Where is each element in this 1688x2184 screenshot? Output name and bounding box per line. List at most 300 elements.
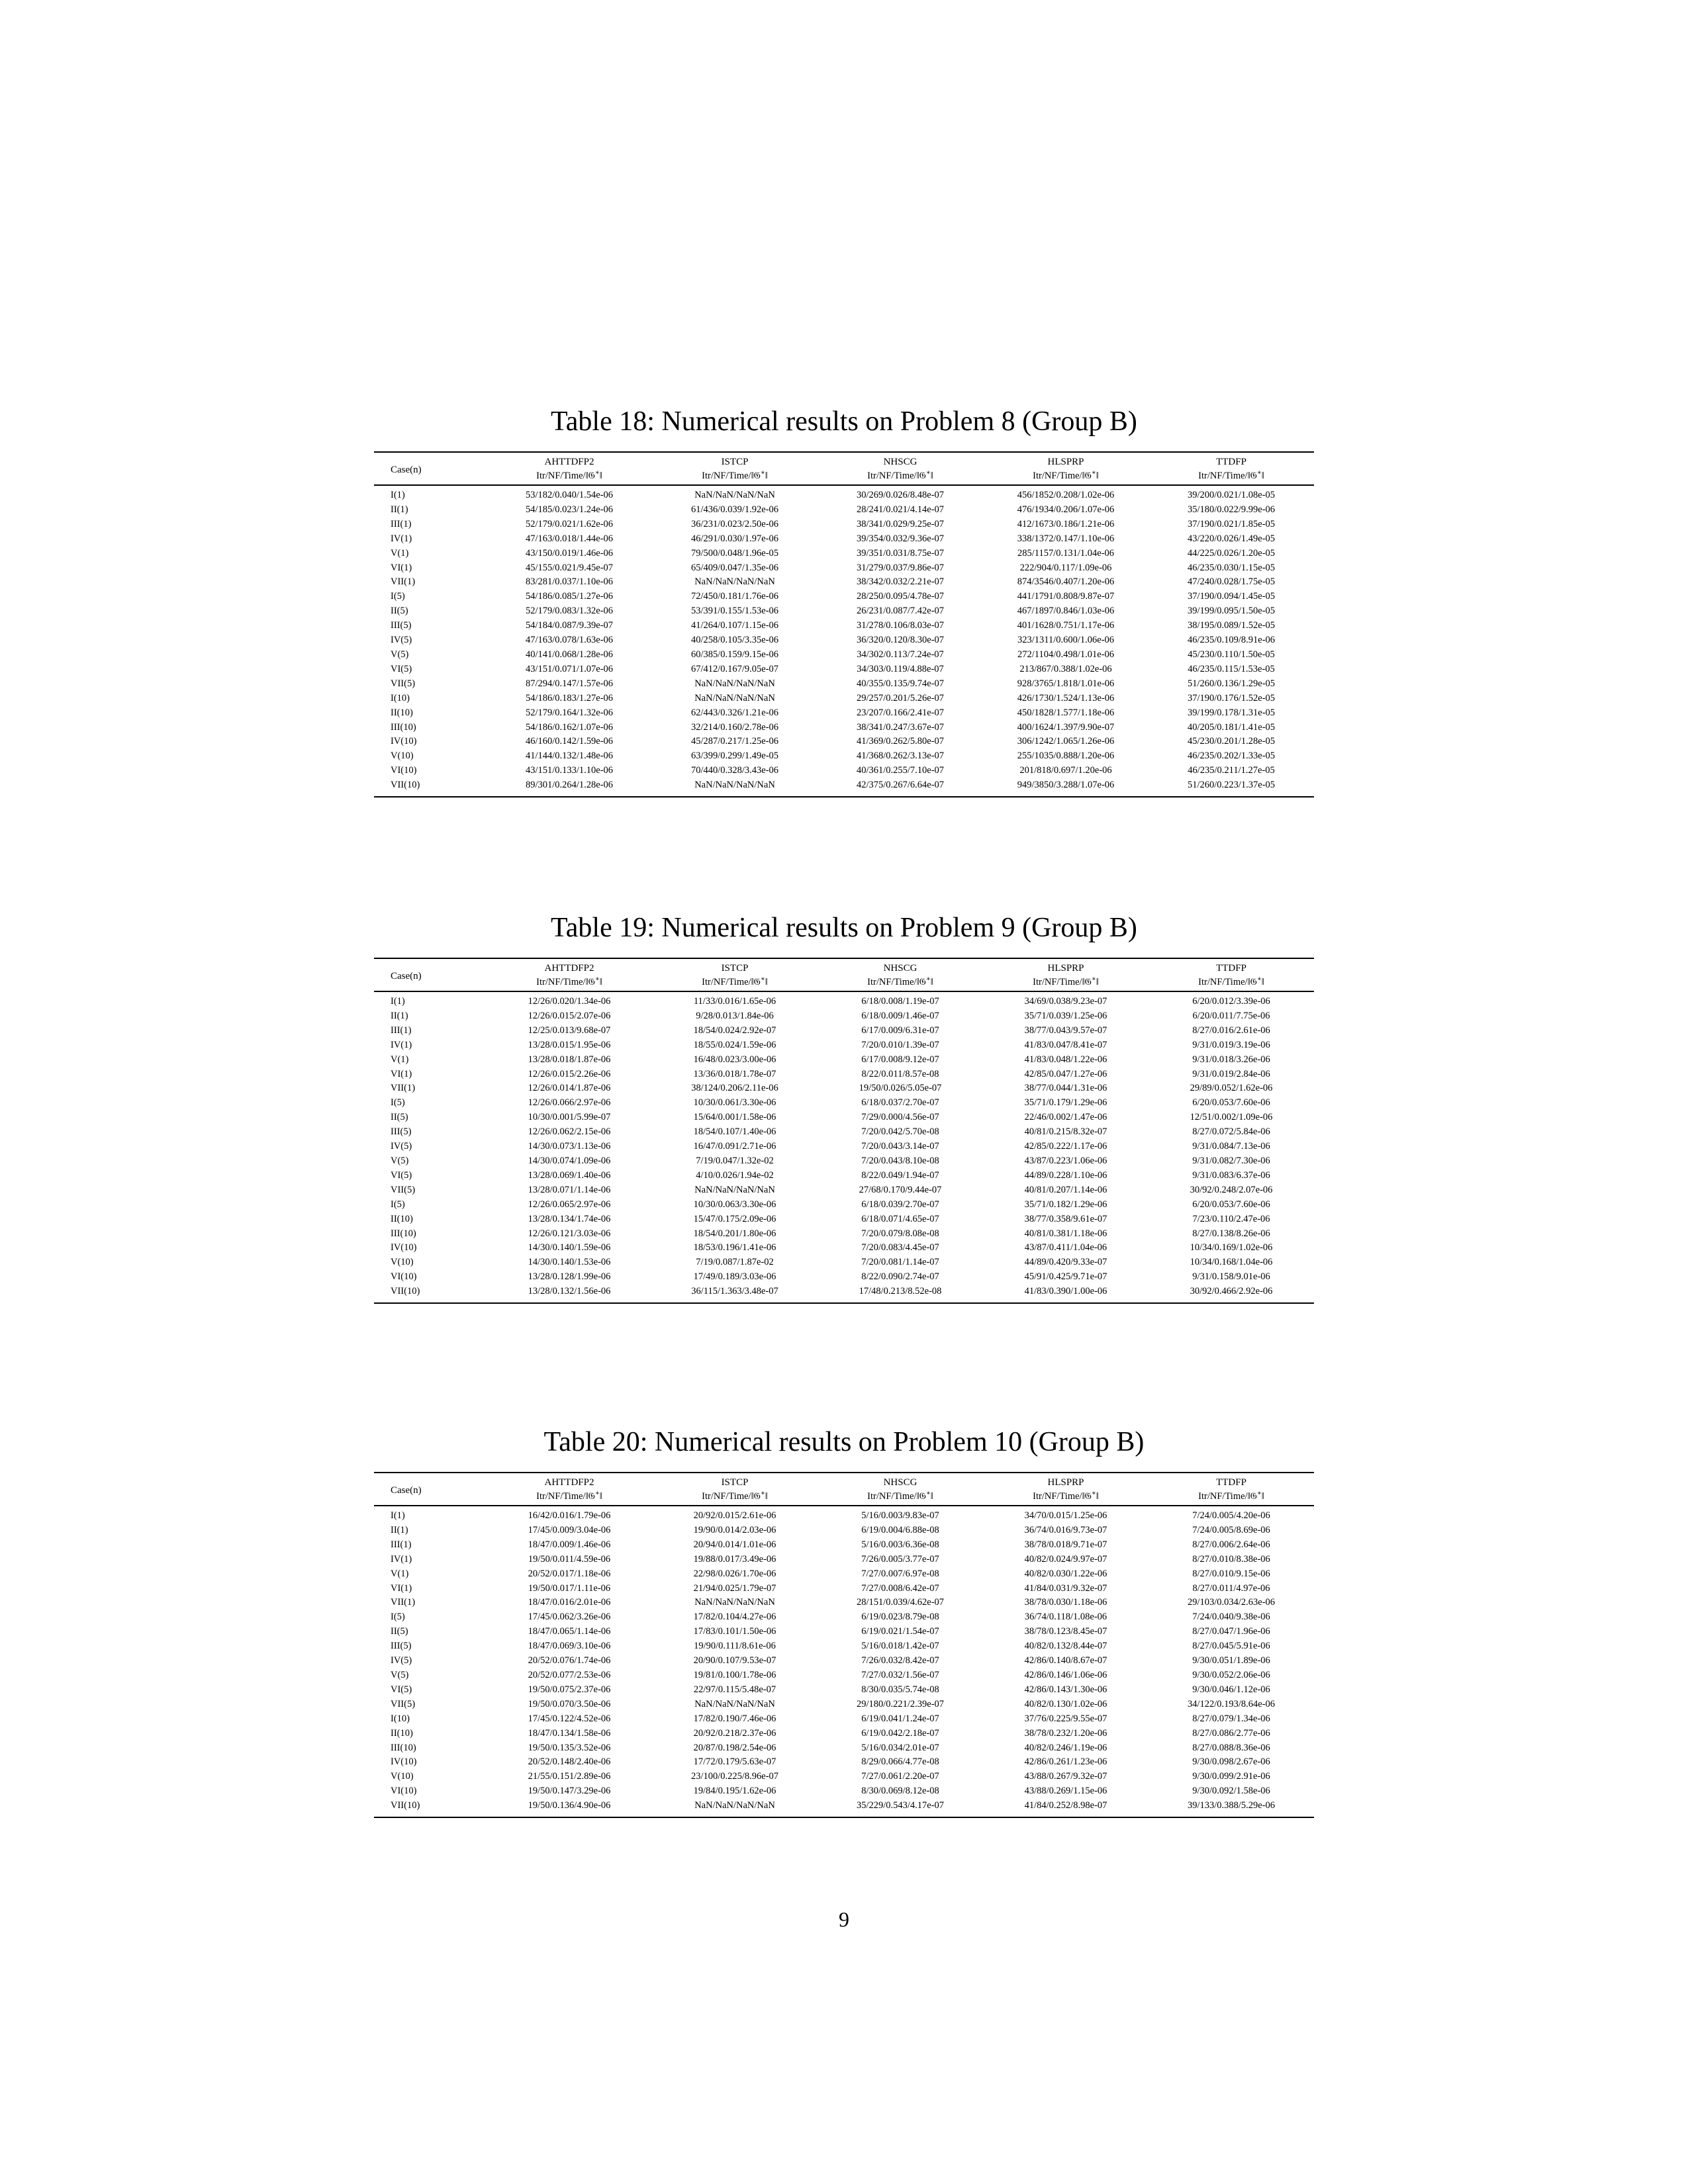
table-row — [374, 1799, 1314, 1817]
value-cell: 6/19/0.021/1.54e-07 — [861, 1626, 939, 1637]
value-cell: 7/24/0.005/4.20e-06 — [1192, 1510, 1270, 1521]
value-cell: 38/78/0.030/1.18e-06 — [1024, 1597, 1107, 1608]
value-cell: 35/71/0.179/1.29e-06 — [1024, 1097, 1107, 1109]
case-column-header: Case(n) — [374, 452, 487, 485]
case-cell: VI(10) — [391, 1786, 417, 1797]
value-cell: 67/412/0.167/9.05e-07 — [690, 663, 779, 674]
value-cell: 18/47/0.016/2.01e-06 — [528, 1597, 611, 1608]
value-cell: 9/30/0.092/1.58e-06 — [1192, 1786, 1270, 1797]
value-cell: 79/500/0.048/1.96e-05 — [690, 547, 779, 559]
value-cell: 41/83/0.048/1.22e-06 — [1024, 1054, 1107, 1065]
case-cell: V(5) — [391, 649, 409, 660]
value-cell: 9/31/0.084/7.13e-06 — [1192, 1141, 1270, 1152]
value-cell: 22/97/0.115/5.48e-07 — [693, 1684, 776, 1695]
value-cell: 38/77/0.043/9.57e-07 — [1024, 1024, 1107, 1036]
value-cell: 43/87/0.223/1.06e-06 — [1024, 1155, 1107, 1166]
value-cell: 7/20/0.043/8.10e-08 — [861, 1155, 939, 1166]
value-cell: 54/186/0.085/1.27e-06 — [525, 591, 614, 602]
value-cell: 7/19/0.047/1.32e-02 — [696, 1155, 774, 1166]
value-cell: 46/235/0.030/1.15e-05 — [1187, 562, 1276, 573]
value-cell: 476/1934/0.206/1.07e-06 — [1017, 504, 1115, 515]
value-cell: 20/94/0.014/1.01e-06 — [693, 1539, 776, 1550]
subheader-cell: Itr/NF/Time/‖𝔊∗‖ — [1149, 1490, 1314, 1506]
case-cell: III(5) — [391, 1126, 412, 1138]
case-cell: V(1) — [391, 1568, 409, 1579]
subheader-cell: Itr/NF/Time/‖𝔊∗‖ — [983, 1490, 1149, 1506]
case-cell: II(5) — [391, 1626, 408, 1637]
value-cell: 17/45/0.122/4.52e-06 — [528, 1713, 611, 1724]
value-cell: 19/50/0.011/4.59e-06 — [528, 1553, 611, 1565]
value-cell: 400/1624/1.397/9.90e-07 — [1017, 721, 1115, 733]
table-row — [374, 1096, 1314, 1111]
table-row — [374, 749, 1314, 764]
subheader-row — [374, 469, 1314, 485]
subheader-cell: Itr/NF/Time/‖𝔊∗‖ — [652, 469, 818, 485]
method-header-row — [374, 1473, 1314, 1490]
table-row — [374, 1285, 1314, 1303]
table-row — [374, 1154, 1314, 1169]
value-cell: 12/26/0.066/2.97e-06 — [528, 1097, 611, 1109]
value-cell: 22/98/0.026/1.70e-06 — [693, 1568, 776, 1579]
value-cell: 426/1730/1.524/1.13e-06 — [1017, 692, 1115, 704]
table-row — [374, 1553, 1314, 1567]
value-cell: 13/28/0.069/1.40e-06 — [528, 1169, 611, 1181]
value-cell: 12/26/0.020/1.34e-06 — [528, 996, 611, 1007]
value-cell: 17/45/0.009/3.04e-06 — [528, 1524, 611, 1535]
column-header-nhscg: NHSCG — [883, 963, 917, 974]
case-cell: III(10) — [391, 1742, 416, 1753]
value-cell: 14/30/0.074/1.09e-06 — [528, 1155, 611, 1166]
subheader-cell: Itr/NF/Time/‖𝔊∗‖ — [487, 976, 652, 991]
value-cell: 5/16/0.003/6.36e-08 — [861, 1539, 939, 1550]
value-cell: 13/28/0.128/1.99e-06 — [528, 1271, 611, 1283]
case-cell: IV(5) — [391, 635, 412, 646]
value-cell: 13/28/0.071/1.14e-06 — [528, 1184, 611, 1195]
table-row — [374, 648, 1314, 662]
column-header-ttdfp: TTDFP — [1216, 963, 1246, 974]
value-cell: 7/27/0.008/6.42e-07 — [861, 1582, 939, 1594]
subheader-cell: Itr/NF/Time/‖𝔊∗‖ — [818, 1490, 983, 1506]
column-header-istcp: ISTCP — [721, 1477, 749, 1488]
value-cell: 46/291/0.030/1.97e-06 — [690, 533, 779, 544]
value-cell: 19/81/0.100/1.78e-06 — [693, 1669, 776, 1680]
table-row — [374, 1741, 1314, 1756]
table-row — [374, 1755, 1314, 1770]
table-row — [374, 1698, 1314, 1712]
value-cell: 35/71/0.182/1.29e-06 — [1024, 1199, 1107, 1210]
value-cell: 38/77/0.044/1.31e-06 — [1024, 1083, 1107, 1094]
table-row — [374, 1727, 1314, 1741]
value-cell: 323/1311/0.600/1.06e-06 — [1017, 635, 1115, 646]
value-cell: 7/24/0.005/8.69e-06 — [1192, 1524, 1270, 1535]
value-cell: 34/122/0.193/8.64e-06 — [1187, 1698, 1276, 1709]
value-cell: 18/47/0.134/1.58e-06 — [528, 1727, 611, 1739]
value-cell: 44/89/0.420/9.33e-07 — [1024, 1257, 1107, 1268]
column-header-ahttdfp2: AHTTDFP2 — [544, 963, 594, 974]
value-cell: 19/50/0.136/4.90e-06 — [528, 1800, 611, 1811]
value-cell: 20/92/0.218/2.37e-06 — [693, 1727, 776, 1739]
value-cell: 31/278/0.106/8.03e-07 — [856, 620, 945, 631]
value-cell: 6/20/0.011/7.75e-06 — [1192, 1010, 1270, 1021]
value-cell: 45/155/0.021/9.45e-07 — [525, 562, 614, 573]
value-cell: 40/141/0.068/1.28e-06 — [525, 649, 614, 660]
value-cell: 41/368/0.262/3.13e-07 — [856, 751, 945, 762]
value-cell: 16/48/0.023/3.00e-06 — [693, 1054, 776, 1065]
value-cell: 8/22/0.011/8.57e-08 — [861, 1068, 939, 1079]
value-cell: 36/74/0.118/1.08e-06 — [1024, 1612, 1107, 1623]
table-row — [374, 991, 1314, 1009]
case-cell: II(1) — [391, 504, 408, 515]
value-cell: 42/85/0.222/1.17e-06 — [1024, 1141, 1107, 1152]
value-cell: 4/10/0.026/1.94e-02 — [696, 1169, 774, 1181]
value-cell: 6/18/0.039/2.70e-07 — [861, 1199, 939, 1210]
value-cell: 18/47/0.065/1.14e-06 — [528, 1626, 611, 1637]
value-cell: 16/42/0.016/1.79e-06 — [528, 1510, 611, 1521]
case-cell: VII(10) — [391, 780, 420, 791]
case-cell: V(10) — [391, 1257, 414, 1268]
value-cell: 401/1628/0.751/1.17e-06 — [1017, 620, 1115, 631]
case-column-header: Case(n) — [374, 1473, 487, 1506]
case-cell: III(1) — [391, 1539, 412, 1550]
table-row — [374, 1770, 1314, 1784]
table-row — [374, 604, 1314, 619]
value-cell: 19/90/0.014/2.03e-06 — [693, 1524, 776, 1535]
case-cell: VI(5) — [391, 663, 412, 674]
value-cell: 40/355/0.135/9.74e-07 — [856, 678, 945, 689]
value-cell: 7/27/0.007/6.97e-08 — [861, 1568, 939, 1579]
value-cell: 12/51/0.002/1.09e-06 — [1190, 1112, 1273, 1123]
value-cell: 61/436/0.039/1.92e-06 — [690, 504, 779, 515]
value-cell: 60/385/0.159/9.15e-06 — [690, 649, 779, 660]
value-cell: 19/90/0.111/8.61e-06 — [694, 1641, 776, 1652]
case-cell: II(10) — [391, 707, 413, 718]
value-cell: 8/22/0.090/2.74e-07 — [861, 1271, 939, 1283]
value-cell: 255/1035/0.888/1.20e-06 — [1017, 751, 1115, 762]
case-cell: VII(1) — [391, 1083, 416, 1094]
table-row — [374, 503, 1314, 518]
value-cell: 14/30/0.140/1.53e-06 — [528, 1257, 611, 1268]
value-cell: 54/186/0.183/1.27e-06 — [525, 692, 614, 704]
value-cell: 35/180/0.022/9.99e-06 — [1187, 504, 1276, 515]
value-cell: NaN/NaN/NaN/NaN — [694, 780, 775, 791]
value-cell: 17/82/0.104/4.27e-06 — [693, 1612, 776, 1623]
value-cell: 8/30/0.069/8.12e-08 — [861, 1786, 939, 1797]
case-cell: III(5) — [391, 1641, 412, 1652]
value-cell: 23/100/0.225/8.96e-07 — [690, 1771, 779, 1782]
table-19-title: Table 19: Numerical results on Problem 9 (Group B) — [551, 913, 1137, 943]
value-cell: 89/301/0.264/1.28e-06 — [525, 780, 614, 791]
value-cell: 6/19/0.042/2.18e-07 — [861, 1727, 939, 1739]
value-cell: 43/88/0.269/1.15e-06 — [1024, 1786, 1107, 1797]
value-cell: 39/133/0.388/5.29e-06 — [1187, 1800, 1276, 1811]
value-cell: 6/18/0.009/1.46e-07 — [861, 1010, 939, 1021]
case-cell: VI(5) — [391, 1169, 412, 1181]
case-cell: II(5) — [391, 1112, 408, 1123]
table-row — [374, 1068, 1314, 1082]
value-cell: 26/231/0.087/7.42e-07 — [856, 606, 945, 617]
value-cell: 8/27/0.088/8.36e-06 — [1192, 1742, 1270, 1753]
value-cell: 40/81/0.381/1.18e-06 — [1024, 1228, 1107, 1239]
value-cell: 42/86/0.146/1.06e-06 — [1024, 1669, 1107, 1680]
table-row — [374, 1111, 1314, 1125]
table-20-section — [374, 1426, 1314, 1818]
table-row — [374, 1038, 1314, 1053]
case-cell: IV(5) — [391, 1655, 412, 1666]
table-row — [374, 778, 1314, 797]
table-row — [374, 575, 1314, 590]
value-cell: 45/287/0.217/1.25e-06 — [690, 736, 779, 747]
value-cell: 17/83/0.101/1.50e-06 — [693, 1626, 776, 1637]
value-cell: 41/264/0.107/1.15e-06 — [690, 620, 779, 631]
value-cell: 47/240/0.028/1.75e-05 — [1187, 576, 1276, 588]
case-cell: IV(10) — [391, 1242, 417, 1253]
value-cell: 19/84/0.195/1.62e-06 — [693, 1786, 776, 1797]
value-cell: 47/163/0.078/1.63e-06 — [525, 635, 614, 646]
value-cell: 6/20/0.012/3.39e-06 — [1192, 996, 1270, 1007]
case-cell: VI(10) — [391, 1271, 417, 1283]
case-cell: I(5) — [391, 591, 405, 602]
value-cell: 12/26/0.121/3.03e-06 — [528, 1228, 611, 1239]
case-cell: VII(1) — [391, 576, 416, 588]
value-cell: 306/1242/1.065/1.26e-06 — [1017, 736, 1115, 747]
value-cell: 39/199/0.178/1.31e-05 — [1187, 707, 1276, 718]
table-row — [374, 485, 1314, 503]
value-cell: 5/16/0.034/2.01e-07 — [861, 1742, 939, 1753]
case-cell: III(10) — [391, 721, 416, 733]
value-cell: 8/27/0.072/5.84e-06 — [1192, 1126, 1270, 1138]
value-cell: 13/28/0.134/1.74e-06 — [528, 1213, 611, 1224]
value-cell: 9/31/0.019/3.19e-06 — [1192, 1039, 1270, 1050]
case-cell: I(1) — [391, 996, 405, 1007]
value-cell: 34/70/0.015/1.25e-06 — [1024, 1510, 1107, 1521]
value-cell: 272/1104/0.498/1.01e-06 — [1017, 649, 1115, 660]
value-cell: 35/71/0.039/1.25e-06 — [1024, 1010, 1107, 1021]
value-cell: 7/24/0.040/9.38e-06 — [1192, 1612, 1270, 1623]
value-cell: 7/26/0.005/3.77e-07 — [861, 1553, 939, 1565]
value-cell: 285/1157/0.131/1.04e-06 — [1017, 547, 1115, 559]
value-cell: 5/16/0.003/9.83e-07 — [861, 1510, 939, 1521]
value-cell: 6/20/0.053/7.60e-06 — [1192, 1097, 1270, 1109]
table-row — [374, 619, 1314, 633]
value-cell: 12/26/0.065/2.97e-06 — [528, 1199, 611, 1210]
value-cell: 29/89/0.052/1.62e-06 — [1190, 1083, 1273, 1094]
value-cell: NaN/NaN/NaN/NaN — [694, 576, 775, 588]
table-row — [374, 1198, 1314, 1212]
value-cell: 7/20/0.079/8.08e-08 — [861, 1228, 939, 1239]
value-cell: 7/26/0.032/8.42e-07 — [861, 1655, 939, 1666]
table-18-title: Table 18: Numerical results on Problem 8 (Group B) — [551, 406, 1137, 437]
table-row — [374, 633, 1314, 648]
value-cell: 6/19/0.004/6.88e-08 — [861, 1524, 939, 1535]
subheader-cell: Itr/NF/Time/‖𝔊∗‖ — [652, 976, 818, 991]
value-cell: 13/28/0.018/1.87e-06 — [528, 1054, 611, 1065]
value-cell: 10/34/0.168/1.04e-06 — [1190, 1257, 1273, 1268]
value-cell: 874/3546/0.407/1.20e-06 — [1017, 576, 1115, 588]
value-cell: 17/49/0.189/3.03e-06 — [693, 1271, 776, 1283]
value-cell: 30/92/0.466/2.92e-06 — [1190, 1286, 1273, 1297]
value-cell: 18/54/0.107/1.40e-06 — [693, 1126, 776, 1138]
case-cell: III(5) — [391, 620, 412, 631]
value-cell: 38/124/0.206/2.11e-06 — [691, 1083, 778, 1094]
value-cell: 10/30/0.001/5.99e-07 — [528, 1112, 611, 1123]
case-cell: IV(10) — [391, 736, 417, 747]
value-cell: 45/230/0.110/1.50e-05 — [1188, 649, 1275, 660]
value-cell: 7/23/0.110/2.47e-06 — [1192, 1213, 1270, 1224]
value-cell: 412/1673/0.186/1.21e-06 — [1017, 518, 1115, 529]
value-cell: NaN/NaN/NaN/NaN — [694, 1800, 775, 1811]
table-row — [374, 1596, 1314, 1610]
value-cell: 949/3850/3.288/1.07e-06 — [1017, 780, 1115, 791]
value-cell: 19/50/0.075/2.37e-06 — [528, 1684, 611, 1695]
column-header-nhscg: NHSCG — [883, 457, 917, 467]
value-cell: 54/184/0.087/9.39e-07 — [525, 620, 614, 631]
value-cell: 9/31/0.083/6.37e-06 — [1192, 1169, 1270, 1181]
table-row — [374, 561, 1314, 576]
case-cell: VII(5) — [391, 1698, 416, 1709]
value-cell: 18/47/0.069/3.10e-06 — [528, 1641, 611, 1652]
table-row — [374, 1625, 1314, 1639]
value-cell: 36/320/0.120/8.30e-07 — [856, 635, 945, 646]
subheader-cell: Itr/NF/Time/‖𝔊∗‖ — [983, 469, 1149, 485]
value-cell: 7/20/0.043/3.14e-07 — [861, 1141, 939, 1152]
value-cell: 13/36/0.018/1.78e-07 — [693, 1068, 776, 1079]
value-cell: 213/867/0.388/1.02e-06 — [1019, 663, 1112, 674]
value-cell: 51/260/0.136/1.29e-05 — [1187, 678, 1276, 689]
value-cell: 42/85/0.047/1.27e-06 — [1024, 1068, 1107, 1079]
value-cell: 38/195/0.089/1.52e-05 — [1187, 620, 1276, 631]
value-cell: 39/354/0.032/9.36e-07 — [856, 533, 945, 544]
value-cell: 9/30/0.046/1.12e-06 — [1192, 1684, 1270, 1695]
column-header-ttdfp: TTDFP — [1216, 1477, 1246, 1488]
value-cell: 20/87/0.198/2.54e-06 — [693, 1742, 776, 1753]
value-cell: 8/27/0.086/2.77e-06 — [1192, 1727, 1270, 1739]
table-row — [374, 532, 1314, 547]
value-cell: 41/83/0.047/8.41e-07 — [1024, 1039, 1107, 1050]
case-cell: I(5) — [391, 1612, 405, 1623]
case-cell: IV(10) — [391, 1756, 417, 1768]
case-cell: I(5) — [391, 1097, 405, 1109]
value-cell: 46/235/0.115/1.53e-05 — [1188, 663, 1275, 674]
value-cell: 36/74/0.016/9.73e-07 — [1024, 1524, 1107, 1535]
case-cell: VII(10) — [391, 1286, 420, 1297]
value-cell: 456/1852/0.208/1.02e-06 — [1017, 490, 1115, 500]
value-cell: 43/88/0.267/9.32e-07 — [1024, 1771, 1107, 1782]
value-cell: 18/53/0.196/1.41e-06 — [693, 1242, 776, 1253]
value-cell: 222/904/0.117/1.09e-06 — [1019, 562, 1112, 573]
value-cell: 38/78/0.018/9.71e-07 — [1024, 1539, 1107, 1550]
value-cell: 21/94/0.025/1.79e-07 — [693, 1582, 776, 1594]
value-cell: 43/151/0.133/1.10e-06 — [525, 765, 614, 776]
subheader-cell: Itr/NF/Time/‖𝔊∗‖ — [1149, 976, 1314, 991]
value-cell: NaN/NaN/NaN/NaN — [694, 1597, 775, 1608]
value-cell: 20/52/0.148/2.40e-06 — [528, 1756, 611, 1768]
value-cell: 9/28/0.013/1.84e-06 — [696, 1010, 774, 1021]
value-cell: 46/160/0.142/1.59e-06 — [525, 736, 614, 747]
value-cell: 7/20/0.083/4.45e-07 — [861, 1242, 939, 1253]
table-row — [374, 1639, 1314, 1654]
value-cell: 7/20/0.010/1.39e-07 — [861, 1039, 939, 1050]
value-cell: 52/179/0.164/1.32e-06 — [525, 707, 614, 718]
table-row — [374, 1125, 1314, 1140]
value-cell: 28/151/0.039/4.62e-07 — [856, 1597, 945, 1608]
value-cell: 27/68/0.170/9.44e-07 — [859, 1184, 942, 1195]
value-cell: NaN/NaN/NaN/NaN — [694, 692, 775, 704]
table-row — [374, 1241, 1314, 1255]
table-row — [374, 1140, 1314, 1154]
value-cell: 37/190/0.094/1.45e-05 — [1187, 591, 1276, 602]
value-cell: 30/92/0.248/2.07e-06 — [1190, 1184, 1273, 1195]
value-cell: 46/235/0.211/1.27e-05 — [1188, 765, 1275, 776]
value-cell: 40/81/0.215/8.32e-07 — [1024, 1126, 1107, 1138]
column-header-hlsprp: HLSPRP — [1047, 963, 1084, 974]
subheader-row — [374, 976, 1314, 991]
case-cell: VII(1) — [391, 1597, 416, 1608]
value-cell: 38/342/0.032/2.21e-07 — [856, 576, 945, 588]
table-row — [374, 735, 1314, 749]
value-cell: 43/87/0.411/1.04e-06 — [1024, 1242, 1107, 1253]
case-cell: III(10) — [391, 1228, 416, 1239]
value-cell: 29/180/0.221/2.39e-07 — [856, 1698, 945, 1709]
case-cell: IV(1) — [391, 1553, 412, 1565]
case-cell: II(10) — [391, 1727, 413, 1739]
column-header-istcp: ISTCP — [721, 963, 749, 974]
value-cell: 38/78/0.232/1.20e-06 — [1024, 1727, 1107, 1739]
value-cell: 40/205/0.181/1.41e-05 — [1187, 721, 1276, 733]
value-cell: 12/26/0.015/2.26e-06 — [528, 1068, 611, 1079]
value-cell: 42/86/0.143/1.30e-06 — [1024, 1684, 1107, 1695]
method-header-row — [374, 452, 1314, 469]
value-cell: 41/84/0.031/9.32e-07 — [1024, 1582, 1107, 1594]
case-cell: VI(10) — [391, 765, 417, 776]
value-cell: 29/103/0.034/2.63e-06 — [1187, 1597, 1276, 1608]
value-cell: 8/27/0.010/8.38e-06 — [1192, 1553, 1270, 1565]
subheader-cell: Itr/NF/Time/‖𝔊∗‖ — [487, 1490, 652, 1506]
subheader-cell: Itr/NF/Time/‖𝔊∗‖ — [818, 469, 983, 485]
value-cell: 40/82/0.246/1.19e-06 — [1024, 1742, 1107, 1753]
case-cell: I(10) — [391, 1713, 410, 1724]
table-18 — [374, 451, 1314, 797]
value-cell: 28/250/0.095/4.78e-07 — [856, 591, 945, 602]
value-cell: 40/258/0.105/3.35e-06 — [690, 635, 779, 646]
table-row — [374, 677, 1314, 692]
value-cell: 20/90/0.107/9.53e-07 — [693, 1655, 776, 1666]
table-row — [374, 1538, 1314, 1553]
value-cell: 37/190/0.021/1.85e-05 — [1187, 518, 1276, 529]
value-cell: 36/231/0.023/2.50e-06 — [690, 518, 779, 529]
value-cell: 9/30/0.099/2.91e-06 — [1192, 1771, 1270, 1782]
column-header-hlsprp: HLSPRP — [1047, 457, 1084, 467]
value-cell: 19/50/0.070/3.50e-06 — [528, 1698, 611, 1709]
value-cell: 72/450/0.181/1.76e-06 — [690, 591, 779, 602]
value-cell: 928/3765/1.818/1.01e-06 — [1017, 678, 1115, 689]
value-cell: 19/50/0.026/5.05e-07 — [859, 1083, 942, 1094]
value-cell: 28/241/0.021/4.14e-07 — [856, 504, 945, 515]
value-cell: 13/28/0.132/1.56e-06 — [528, 1286, 611, 1297]
value-cell: 40/82/0.130/1.02e-06 — [1024, 1698, 1107, 1709]
table-row — [374, 1506, 1314, 1524]
case-cell: V(5) — [391, 1669, 409, 1680]
value-cell: 8/27/0.079/1.34e-06 — [1192, 1713, 1270, 1724]
value-cell: 18/54/0.201/1.80e-06 — [693, 1228, 776, 1239]
value-cell: 8/22/0.049/1.94e-07 — [861, 1169, 939, 1181]
table-row — [374, 764, 1314, 778]
table-row — [374, 1009, 1314, 1024]
subheader-cell: Itr/NF/Time/‖𝔊∗‖ — [983, 976, 1149, 991]
value-cell: 31/279/0.037/9.86e-07 — [856, 562, 945, 573]
value-cell: 8/27/0.016/2.61e-06 — [1192, 1024, 1270, 1036]
case-cell: III(1) — [391, 1024, 412, 1036]
value-cell: 43/151/0.071/1.07e-06 — [525, 663, 614, 674]
